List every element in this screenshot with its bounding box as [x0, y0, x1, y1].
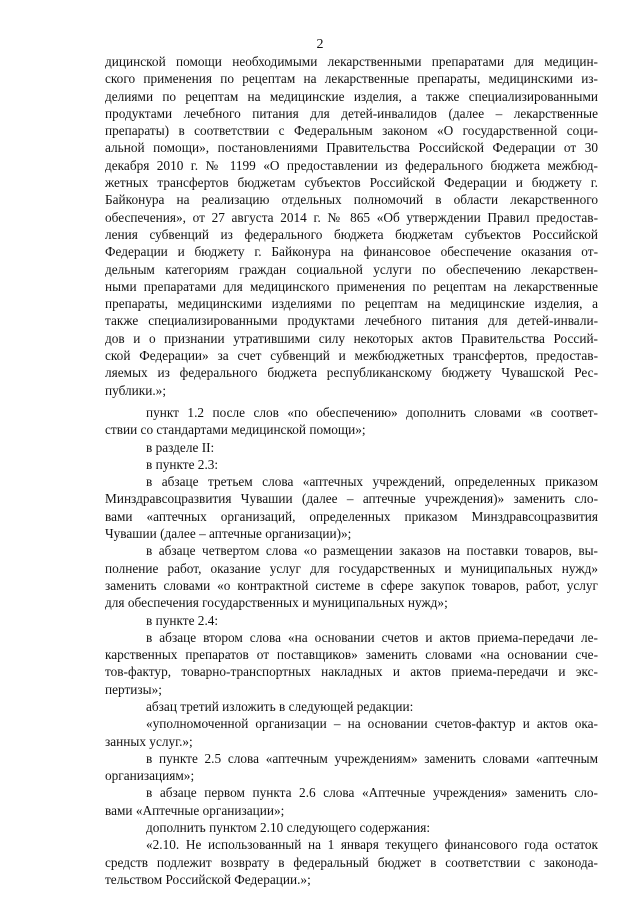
text-line: ского применения по рецептам на лекарственные препараты, медицинскими из-	[105, 71, 598, 87]
paragraph	[105, 404, 598, 439]
paragraph	[105, 629, 598, 698]
text-line: препараты) в соответствии с Федеральным законом «О государственной соци-	[105, 123, 598, 139]
text-line: дицинской помощи необходимыми лекарственными препаратами для медицин-	[105, 54, 598, 69]
document-body	[105, 53, 598, 888]
text-line: для обеспечения государственных и муниципальных нужд»;	[105, 595, 448, 611]
paragraph	[105, 836, 598, 888]
paragraph	[105, 698, 598, 715]
text-line: в абзаце первом пункта 2.6 слова «Аптечные учреждения» заменить сло-	[146, 785, 598, 801]
text-line: занных услуг.»;	[105, 733, 193, 749]
page-number: 2	[316, 37, 324, 52]
text-line: декабря 2010 г. № 1199 «О предоставлении из федерального бюджета межбюд-	[105, 157, 598, 173]
text-line: ления субвенций из федерального бюджета бюджетам субъектов Российской	[105, 226, 598, 242]
text-line: в разделе II:	[146, 439, 215, 455]
text-line: пертизы»;	[105, 681, 162, 697]
paragraph	[105, 439, 598, 456]
paragraph	[105, 715, 598, 750]
text-line: также специализированными продуктами лечебного питания для детей-инвали-	[105, 313, 598, 329]
text-line: продуктами лечебного питания для детей-инвалидов (далее – лекарственные	[105, 105, 598, 121]
paragraph	[105, 473, 598, 542]
text-line: ствии со стандартами медицинской помощи»;	[105, 422, 366, 438]
paragraph	[105, 784, 598, 819]
paragraph	[105, 819, 598, 836]
text-line: ляемых из федерального бюджета республиканскому бюджету Чувашской Рес-	[105, 365, 598, 381]
text-line: в абзаце втором слова «на основании счетов и актов приема-передачи ле-	[146, 629, 598, 645]
text-line: в пункте 2.3:	[146, 456, 219, 472]
text-line: «2.10. Не использованный на 1 января текущего финансового года остаток	[146, 837, 598, 853]
text-line: альной помощи», постановлениями Правительства Российской Федерации от 30	[105, 140, 598, 156]
text-line: заменить словами «о контрактной системе в сфере закупок товаров, работ, услуг	[105, 577, 598, 593]
text-line: полнение работ, оказание услуг для государственных и муниципальных нужд»	[105, 560, 598, 576]
text-line: в пункте 2.5 слова «аптечным учреждениям» заменить словами «аптечным	[146, 750, 598, 766]
text-line: абзац третий изложить в следующей редакции:	[146, 698, 414, 714]
text-line: Минздравсоцразвития Чувашии (далее – аптечные учреждения)» заменить сло-	[105, 491, 598, 507]
text-line: карственных препаратов от поставщиков» заменить словами «на основании сче-	[105, 647, 598, 663]
text-line: Байконура на реализацию отдельных полномочий в области лекарственного	[105, 192, 598, 208]
text-line: ными препаратами для медицинского применения по рецептам на лекарственные	[105, 278, 598, 294]
paragraph	[105, 456, 598, 473]
text-line: препараты, медицинскими изделиями по рецептам на медицинские изделия, а	[105, 296, 598, 312]
text-line: организациям»;	[105, 768, 195, 784]
paragraph	[105, 612, 598, 629]
text-line: обеспечения», от 27 августа 2014 г. № 865 «Об утверждении Правил предостав-	[105, 209, 598, 225]
text-line: тов-фактур, товарно-транспортных накладных и актов приема-передачи и экс-	[105, 664, 598, 680]
text-line: публики.»;	[105, 382, 167, 398]
text-line: средств подлежит возврату в федеральный бюджет в соответствии с законода-	[105, 854, 598, 870]
text-line: дополнить пунктом 2.10 следующего содержания:	[146, 820, 431, 836]
text-line: дов и о признании утратившими силу некоторых актов Правительства Россий-	[105, 330, 598, 346]
text-line: в пункте 2.4:	[146, 612, 219, 628]
text-line: вами «аптечных организаций, определенных приказом Минздравсоцразвития	[105, 508, 598, 524]
paragraph	[105, 53, 598, 399]
text-line: ской Федерации» за счет субвенций и межбюджетных трансфертов, предостав-	[105, 348, 598, 364]
text-line: в абзаце третьем слова «аптечных учреждений, определенных приказом	[146, 474, 598, 490]
text-line: Чувашии (далее – аптечные организации)»;	[105, 526, 352, 542]
text-line: дельным категориям граждан социальной услуги по обеспечению лекарствен-	[105, 261, 598, 277]
text-line: делиями по рецептам на медицинские изделия, а также специализированными	[105, 88, 598, 104]
text-line: «уполномоченной организации – на основании счетов-фактур и актов ока-	[146, 716, 598, 732]
text-line: вами «Аптечные организации»;	[105, 802, 285, 818]
text-line: тельством Российской Федерации.»;	[105, 871, 311, 887]
text-line: пункт 1.2 после слов «по обеспечению» дополнить словами «в соответ-	[146, 404, 598, 420]
paragraph	[105, 542, 598, 611]
text-line: Федерации и бюджету г. Байконура на финансовое обеспечение оказания от-	[105, 244, 598, 260]
text-line: жетных трансфертов бюджетам субъектов Российской Федерации и бюджету г.	[105, 175, 598, 191]
text-line: в абзаце четвертом слова «о размещении заказов на поставки товаров, вы-	[146, 543, 598, 559]
paragraph	[105, 750, 598, 785]
